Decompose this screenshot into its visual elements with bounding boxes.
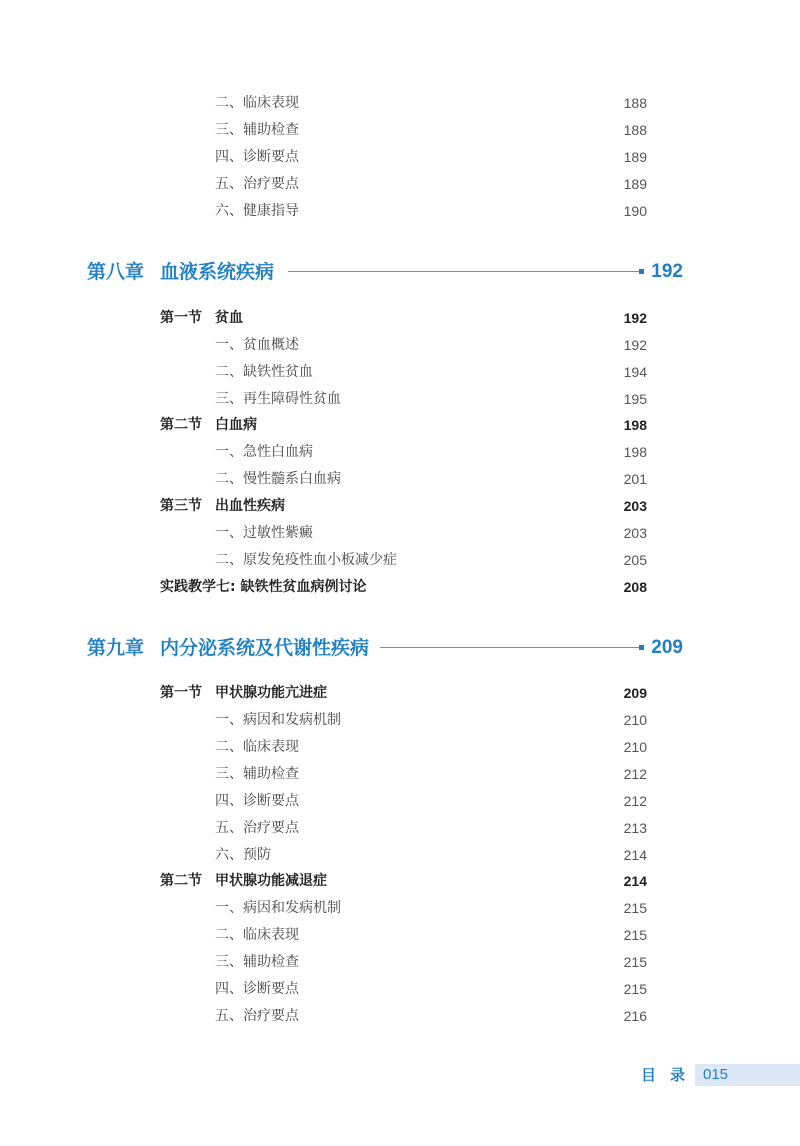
toc-item-label: 六、健康指导	[215, 203, 299, 219]
toc-item-page: 215	[623, 954, 647, 970]
toc-item-label: 一、贫血概述	[215, 337, 299, 353]
toc-item	[0, 817, 800, 839]
toc-item-label: 二、慢性髓系白血病	[215, 471, 341, 487]
section-page: 198	[623, 417, 647, 433]
toc-item-page: 192	[623, 337, 647, 353]
section-page: 209	[623, 685, 647, 701]
footer-section-label: 目录	[641, 1066, 700, 1084]
toc-item	[0, 763, 800, 785]
toc-item	[0, 709, 800, 731]
toc-item-label: 一、病因和发病机制	[215, 712, 341, 728]
toc-item-label: 二、临床表现	[215, 739, 299, 755]
toc-item-label: 四、诊断要点	[215, 149, 299, 165]
toc-item	[0, 1005, 800, 1027]
toc-item	[0, 200, 800, 222]
chapter-leader-line	[380, 647, 639, 648]
section-page: 214	[623, 873, 647, 889]
toc-item	[0, 146, 800, 168]
toc-item-page: 216	[623, 1008, 647, 1024]
chapter-title: 血液系统疾病	[160, 261, 275, 283]
chapter-page: 192	[651, 261, 683, 282]
section-title: 白血病	[215, 417, 257, 433]
toc-item-page: 215	[623, 900, 647, 916]
toc-item	[0, 924, 800, 946]
toc-item-page: 203	[623, 525, 647, 541]
toc-item-page: 188	[623, 95, 647, 111]
toc-item-label: 六、预防	[215, 847, 271, 863]
toc-item-page: 190	[623, 203, 647, 219]
toc-item-page: 215	[623, 927, 647, 943]
chapter-heading	[0, 258, 800, 286]
toc-item	[0, 388, 800, 410]
section-heading	[0, 414, 800, 436]
toc-item	[0, 92, 800, 114]
chapter-leader-dot	[639, 269, 644, 274]
toc-item-page: 189	[623, 149, 647, 165]
toc-item	[0, 736, 800, 758]
toc-item	[0, 790, 800, 812]
toc-item	[0, 522, 800, 544]
toc-item-page: 214	[623, 847, 647, 863]
toc-item-page: 212	[623, 793, 647, 809]
section-page: 203	[623, 498, 647, 514]
toc-item-label: 四、诊断要点	[215, 981, 299, 997]
toc-item-page: 205	[623, 552, 647, 568]
toc-item-label: 三、辅助检查	[215, 766, 299, 782]
footer-page-number: 015	[703, 1066, 729, 1083]
toc-item	[0, 468, 800, 490]
toc-item-label: 二、原发免疫性血小板减少症	[215, 552, 397, 568]
section-title: 甲状腺功能亢进症	[215, 685, 327, 701]
chapter-number: 第八章	[87, 261, 145, 283]
toc-item-label: 三、辅助检查	[215, 954, 299, 970]
toc-item-label: 五、治疗要点	[215, 820, 299, 836]
toc-item-label: 四、诊断要点	[215, 793, 299, 809]
toc-item-page: 210	[623, 739, 647, 755]
toc-item-label: 五、治疗要点	[215, 1008, 299, 1024]
toc-item	[0, 361, 800, 383]
chapter-heading	[0, 634, 800, 662]
section-page: 192	[623, 310, 647, 326]
section-number: 第二节	[160, 873, 202, 889]
toc-item-page: 201	[623, 471, 647, 487]
toc-item-page: 194	[623, 364, 647, 380]
chapter-page: 209	[651, 637, 683, 658]
toc-item	[0, 844, 800, 866]
toc-item	[0, 334, 800, 356]
toc-item-label: 二、临床表现	[215, 927, 299, 943]
toc-item-page: 210	[623, 712, 647, 728]
practice-heading	[0, 576, 800, 598]
toc-item-label: 五、治疗要点	[215, 176, 299, 192]
section-title: 贫血	[215, 310, 243, 326]
toc-item	[0, 441, 800, 463]
toc-item-page: 213	[623, 820, 647, 836]
toc-item	[0, 119, 800, 141]
toc-item-label: 三、辅助检查	[215, 122, 299, 138]
toc-item-label: 二、临床表现	[215, 95, 299, 111]
toc-item	[0, 951, 800, 973]
section-heading	[0, 870, 800, 892]
section-number: 第一节	[160, 310, 202, 326]
section-heading	[0, 682, 800, 704]
toc-item-label: 一、过敏性紫癜	[215, 525, 313, 541]
toc-item-label: 二、缺铁性贫血	[215, 364, 313, 380]
section-heading	[0, 495, 800, 517]
chapter-number: 第九章	[87, 637, 145, 659]
toc-item-page: 215	[623, 981, 647, 997]
practice-title: 实践教学七: 缺铁性贫血病例讨论	[160, 579, 367, 595]
section-number: 第二节	[160, 417, 202, 433]
toc-item-page: 212	[623, 766, 647, 782]
section-title: 出血性疾病	[215, 498, 285, 514]
toc-item	[0, 897, 800, 919]
toc-item-page: 189	[623, 176, 647, 192]
toc-item-page: 195	[623, 391, 647, 407]
section-heading	[0, 307, 800, 329]
toc-item-label: 一、病因和发病机制	[215, 900, 341, 916]
chapter-title: 内分泌系统及代谢性疾病	[160, 637, 370, 659]
toc-item	[0, 978, 800, 1000]
toc-item	[0, 549, 800, 571]
toc-item-label: 一、急性白血病	[215, 444, 313, 460]
chapter-leader-line	[288, 271, 639, 272]
chapter-leader-dot	[639, 645, 644, 650]
toc-item-page: 198	[623, 444, 647, 460]
toc-item	[0, 173, 800, 195]
practice-page: 208	[623, 579, 647, 595]
toc-item-label: 三、再生障碍性贫血	[215, 391, 341, 407]
toc-item-page: 188	[623, 122, 647, 138]
section-title: 甲状腺功能减退症	[215, 873, 327, 889]
section-number: 第一节	[160, 685, 202, 701]
section-number: 第三节	[160, 498, 202, 514]
